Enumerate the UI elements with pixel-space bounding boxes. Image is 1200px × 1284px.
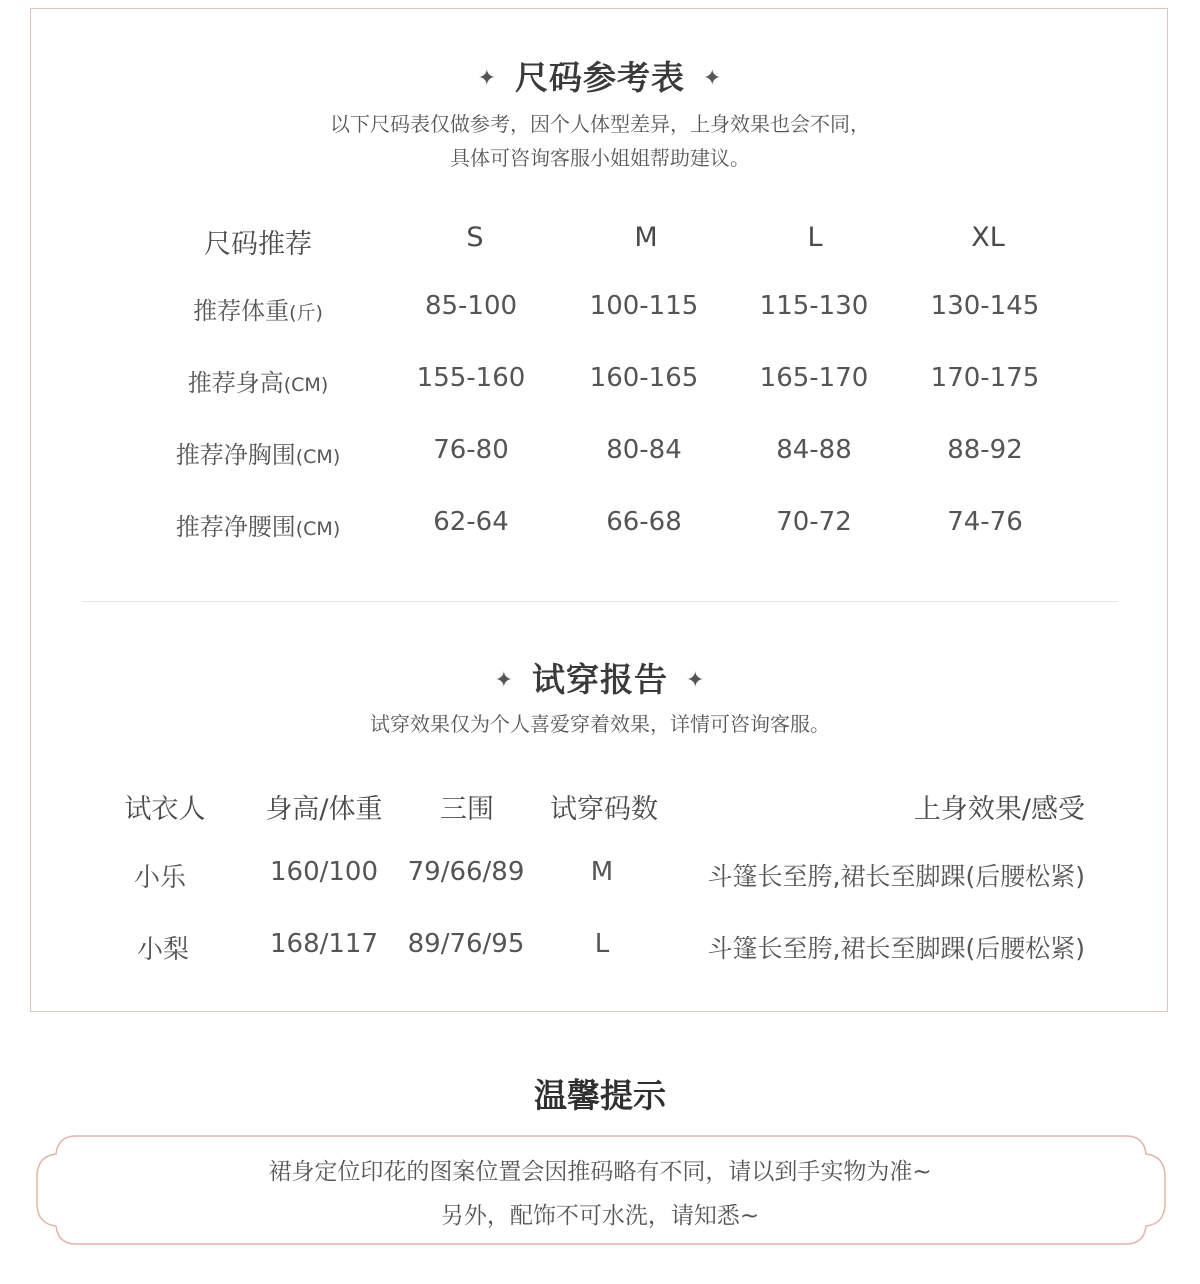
- size-cell: 76-80: [433, 435, 509, 465]
- size-cell: 66-68: [606, 507, 682, 537]
- report-measure: 89/76/95: [407, 929, 525, 959]
- report-header-hw: 身高/体重: [265, 794, 383, 825]
- size-cell: 70-72: [776, 507, 852, 537]
- size-row-label: 推荐净腰围(CM): [175, 513, 341, 541]
- tips-title: 温馨提示: [534, 1076, 666, 1115]
- size-cell: 100-115: [589, 291, 699, 321]
- report-header-size: 试穿码数: [550, 794, 658, 825]
- size-row-label: 推荐净胸围(CM): [175, 441, 341, 469]
- report-header-feel: 上身效果/感受: [913, 794, 1085, 825]
- size-cell: 85-100: [424, 291, 518, 321]
- size-cell: 170-175: [930, 363, 1040, 393]
- report-hw: 160/100: [269, 857, 378, 887]
- report-measure: 79/66/89: [407, 857, 525, 887]
- report-hw: 168/117: [269, 929, 378, 959]
- report-header-measure: 三围: [440, 794, 494, 825]
- size-cell: 165-170: [759, 363, 869, 393]
- report-intro: 试穿效果仅为个人喜爱穿着效果，详情可咨询客服。: [370, 712, 830, 736]
- star-icon: ✦: [686, 668, 706, 693]
- report-feel: 斗篷长至胯,裙长至脚踝(后腰松紧): [707, 862, 1085, 891]
- size-header-s: S: [466, 222, 484, 253]
- size-row-label: 推荐体重(斤): [193, 297, 323, 325]
- size-header-l: L: [807, 222, 823, 253]
- report-name: 小乐: [133, 863, 186, 893]
- size-cell: 155-160: [416, 363, 526, 393]
- size-cell: 74-76: [947, 507, 1023, 537]
- report-name: 小梨: [136, 935, 189, 965]
- star-icon: ✦: [703, 66, 723, 91]
- report-title-text: 试穿报告: [532, 660, 668, 699]
- section-divider: [82, 601, 1118, 602]
- size-cell: 84-88: [776, 435, 852, 465]
- size-header-label: 尺码推荐: [204, 229, 312, 260]
- size-chart-title-text: 尺码参考表: [515, 58, 685, 97]
- report-header-person: 试衣人: [124, 794, 206, 825]
- size-header-m: M: [634, 222, 658, 253]
- size-cell: 160-165: [589, 363, 699, 393]
- size-cell: 115-130: [759, 291, 869, 321]
- size-row-label: 推荐身高(CM): [187, 369, 329, 397]
- star-icon: ✦: [477, 66, 497, 91]
- size-cell: 88-92: [947, 435, 1023, 465]
- report-feel: 斗篷长至胯,裙长至脚踝(后腰松紧): [707, 934, 1085, 963]
- tips-line-1: 裙身定位印花的图案位置会因推码略有不同，请以到手实物为准~: [268, 1159, 932, 1185]
- size-chart-title: [0, 52, 1200, 99]
- size-chart-intro-1: 以下尺码表仅做参考，因个人体型差异，上身效果也会不同，: [330, 112, 870, 136]
- size-chart-intro-2: 具体可咨询客服小姐姐帮助建议。: [450, 146, 750, 170]
- tips-line-2: 另外，配饰不可水洗，请知悉~: [440, 1203, 760, 1229]
- report-size: M: [590, 857, 614, 887]
- size-header-xl: XL: [971, 222, 1005, 253]
- report-title: [0, 654, 1200, 701]
- star-icon: ✦: [494, 668, 514, 693]
- size-cell: 80-84: [606, 435, 682, 465]
- size-cell: 62-64: [433, 507, 509, 537]
- report-size: L: [594, 929, 610, 959]
- size-cell: 130-145: [930, 291, 1040, 321]
